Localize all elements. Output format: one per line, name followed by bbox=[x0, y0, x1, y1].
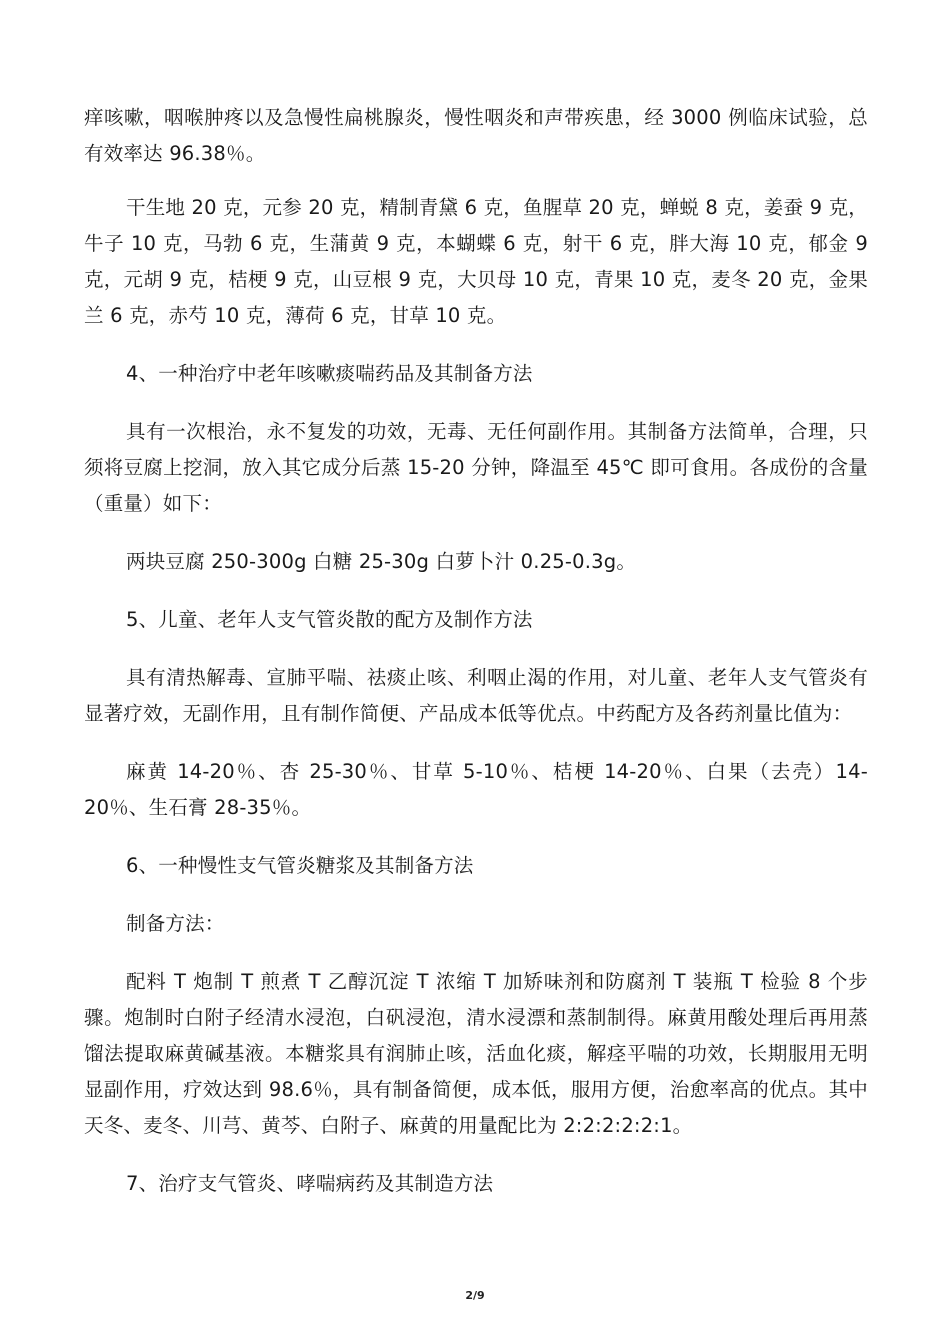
paragraph-bronchitis-powder-ratio: 麻黄 14-20％、杏 25-30％、甘草 5-10％、桔梗 14-20％、白果（去壳）14-20％、生石膏 28-35％。 bbox=[84, 760, 868, 819]
section-heading-7: 7、治疗支气管炎、哮喘病药及其制造方法 bbox=[126, 1172, 494, 1195]
paragraph-preparation-label: 制备方法： bbox=[126, 912, 225, 935]
paragraph-efficacy-summary: 痒咳嗽，咽喉肿疼以及急慢性扁桃腺炎，慢性咽炎和声带疾患，经 3000 例临床试验，总有效率达 96.38％。 bbox=[84, 106, 868, 165]
section-heading-6: 6、一种慢性支气管炎糖浆及其制备方法 bbox=[126, 854, 474, 877]
page-number: 2/9 bbox=[465, 1289, 485, 1302]
paragraph-tofu-method: 具有一次根治，永不复发的功效，无毒、无任何副作用。其制备方法简单，合理，只须将豆腐上挖洞，放入其它成分后蒸 15-20 分钟，降温至 45℃ 即可食用。各成份的含量（重量）如下： bbox=[84, 420, 868, 515]
paragraph-tofu-ingredients: 两块豆腐 250-300g 白糖 25-30g 白萝卜汁 0.25-0.3g。 bbox=[126, 550, 637, 573]
paragraph-syrup-steps: 配料 T 炮制 T 煎煮 T 乙醇沉淀 T 浓缩 T 加矫味剂和防腐剂 T 装瓶 T 检验 8 个步骤。炮制时白附子经清水浸泡，白矾浸泡，清水浸漂和蒸制制得。麻黄用酸处理后再用蒸馏法提取麻黄碱基液。本糖浆具有润肺止咳，活血化痰，解痉平喘的功效，长期服用无明显副作用，疗效达到 98.6％，具有制备简便，成本低，服用方便，治愈率高的优点。其中天冬、麦冬、川芎、黄芩、白附子、麻黄的用量配比为 2:2:2:2:2:1。 bbox=[84, 970, 868, 1137]
paragraph-bronchitis-powder-effect: 具有清热解毒、宣肺平喘、祛痰止咳、利咽止渴的作用，对儿童、老年人支气管炎有显著疗效，无副作用，且有制作简便、产品成本低等优点。中药配方及各药剂量比值为： bbox=[84, 666, 868, 725]
section-heading-4: 4、一种治疗中老年咳嗽痰喘药品及其制备方法 bbox=[126, 362, 533, 385]
paragraph-formula-ingredients: 干生地 20 克，元参 20 克，精制青黛 6 克，鱼腥草 20 克，蝉蜕 8 克，姜蚕 9 克，牛子 10 克，马勃 6 克，生蒲黄 9 克，本蝴蝶 6 克，射干 6 克，胖大海 10 克，郁金 9 克，元胡 9 克，桔梗 9 克，山豆根 9 克，大贝母 10 克，青果 10 克，麦冬 20 克，金果兰 6 克，赤芍 10 克，薄荷 6 克，甘草 10 克。 bbox=[84, 196, 868, 327]
section-heading-5: 5、儿童、老年人支气管炎散的配方及制作方法 bbox=[126, 608, 533, 631]
document-body bbox=[84, 100, 868, 1224]
